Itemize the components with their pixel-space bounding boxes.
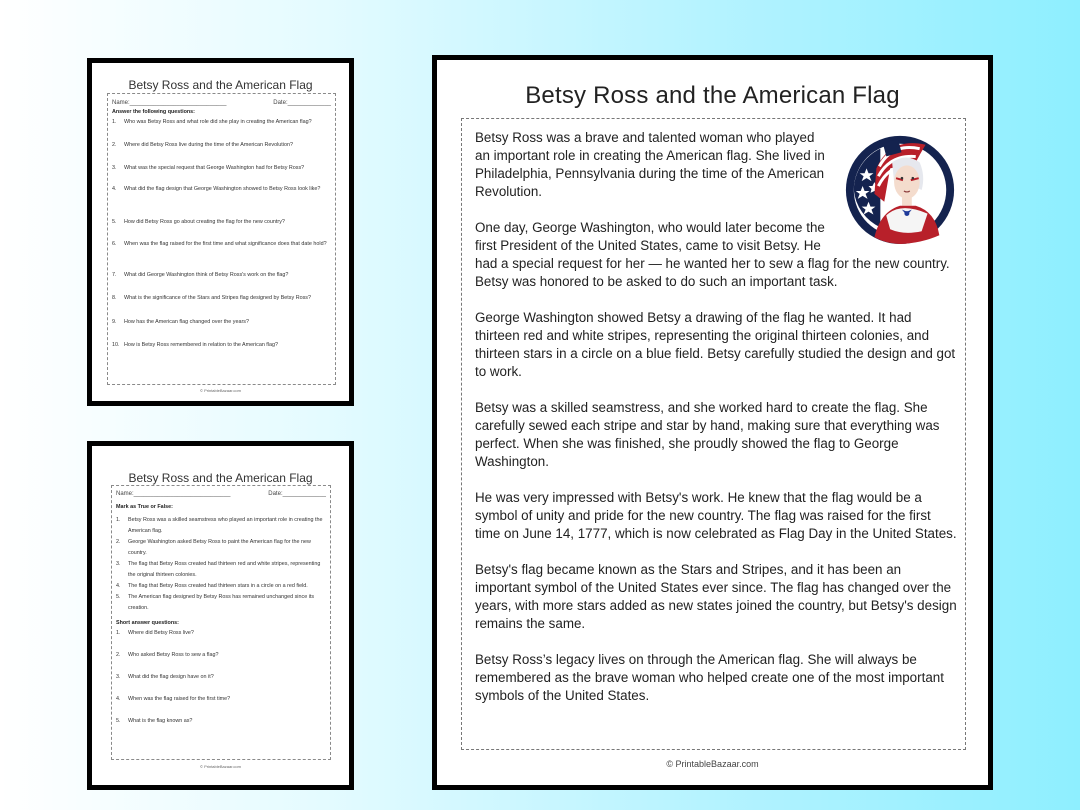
question-item: 2. Where did Betsy Ross live during the time of the American Revolution? [112,142,293,148]
worksheet-title: Betsy Ross and the American Flag [128,78,313,92]
worksheet-copyright: © PrintableBazaar.com [200,388,241,393]
question-item: 8. What is the significance of the Stars and Stripes flag designed by Betsy Ross? [112,295,311,301]
question-item: 10. How is Betsy Ross remembered in relation to the American flag? [112,342,279,348]
worksheet-copyright: © PrintableBazaar.com [200,764,241,769]
reading-passage-page[interactable] [432,55,993,790]
passage-box [461,118,966,750]
worksheet-answer-box [107,93,336,385]
passage-text [475,129,957,723]
questions-worksheet-thumbnail[interactable] [87,58,354,406]
tf-item: 5. The American flag designed by Betsy Ross has remained unchanged since its creation. [116,594,315,611]
date-field-label: Date:_____________ [273,100,331,106]
sa-item: 2. Who asked Betsy Ross to sew a flag? [116,652,219,658]
passage-copyright: © PrintableBazaar.com [666,759,759,769]
question-item: 9. How has the American flag changed over the years? [112,319,249,325]
tf-item: 1. Betsy Ross was a skilled seamstress who played an important role in creating the American flag. [116,517,323,534]
question-item: 7. What did George Washington think of Betsy Ross's work on the flag? [112,272,289,278]
question-item: 3. What was the special request that George Washington had for Betsy Ross? [112,165,305,171]
question-item: 4. What did the flag design that George Washington showed to Betsy Ross look like? [112,186,321,192]
passage-title: Betsy Ross and the American Flag [525,82,900,109]
name-field-label: Name:_____________________________ [112,100,227,106]
passage-paragraph: One day, George Washington, who would later become the first President of the United States, came to visit Betsy. He had a special request for her — he wanted her to sew a flag for the new country. Betsy was honored to be asked to do such an important task. [475,220,950,289]
passage-paragraph: Betsy was a skilled seamstress, and she worked hard to create the flag. She carefully sewed each stripe and star by hand, making sure that everything was perfect. When she was finished, she proudly showed the flag to George Washington. [475,400,940,469]
tf-item: 3. The flag that Betsy Ross created had thirteen red and white stripes, representing the original thirteen colonies. [116,561,321,578]
true-false-list [112,515,330,614]
question-item: 1. Who was Betsy Ross and what role did she play in creating the American flag? [112,119,312,125]
date-field-label: Date:_____________ [268,491,326,497]
short-answer-list [112,630,330,740]
sa-item: 3. What did the flag design have on it? [116,674,214,680]
passage-paragraph: He was very impressed with Betsy's work. He knew that the flag would be a symbol of unity and pride for the new country. The flag was raised for the first time on June 14, 1777, which is now celebrated as Flag Day in the United States. [475,490,957,541]
passage-paragraph: Betsy's flag became known as the Stars and Stripes, and it has been an important symbol of the United States ever since. The flag has changed over the years, with more stars added as new states joined the country, but Betsy's design remains the same. [475,562,957,631]
question-item: 6. When was the flag raised for the first time and what significance does that date hold? [112,241,327,247]
passage-paragraph: George Washington showed Betsy a drawing of the flag he wanted. It had thirteen red and white stripes, representing the original thirteen colonies, and thirteen stars in a circle on a blue field. Betsy carefully studied the design and got to work. [475,310,956,379]
betsy-ross-portrait-icon [841,129,959,247]
passage-paragraph: Betsy Ross was a brave and talented woman who played an important role in creating the American flag. She lived in Philadelphia, Pennsylvania during the time of the American Revolution. [475,130,825,199]
question-item: 5. How did Betsy Ross go about creating the flag for the new country? [112,219,285,225]
sa-item: 4. When was the flag raised for the first time? [116,696,231,702]
true-false-worksheet-thumbnail[interactable] [87,441,354,790]
sa-item: 1. Where did Betsy Ross live? [116,630,194,636]
tf-item: 2. George Washington asked Betsy Ross to paint the American flag for the new country. [116,539,311,556]
true-false-heading: Mark as True or False: [116,504,173,510]
short-answer-heading: Short answer questions: [116,620,179,626]
sa-item: 5. What is the flag known as? [116,718,193,724]
questions-heading: Answer the following questions: [112,109,195,115]
worksheet-answer-box [111,485,331,760]
question-list [108,119,335,362]
name-field-label: Name:_____________________________ [116,491,231,497]
passage-paragraph: Betsy Ross’s legacy lives on through the American flag. She will always be remembered as the brave woman who helped create one of the most important symbols of the United States. [475,652,944,703]
tf-item: 4. The flag that Betsy Ross created had thirteen stars in a circle on a red field. [116,583,308,589]
worksheet-title: Betsy Ross and the American Flag [128,471,313,485]
